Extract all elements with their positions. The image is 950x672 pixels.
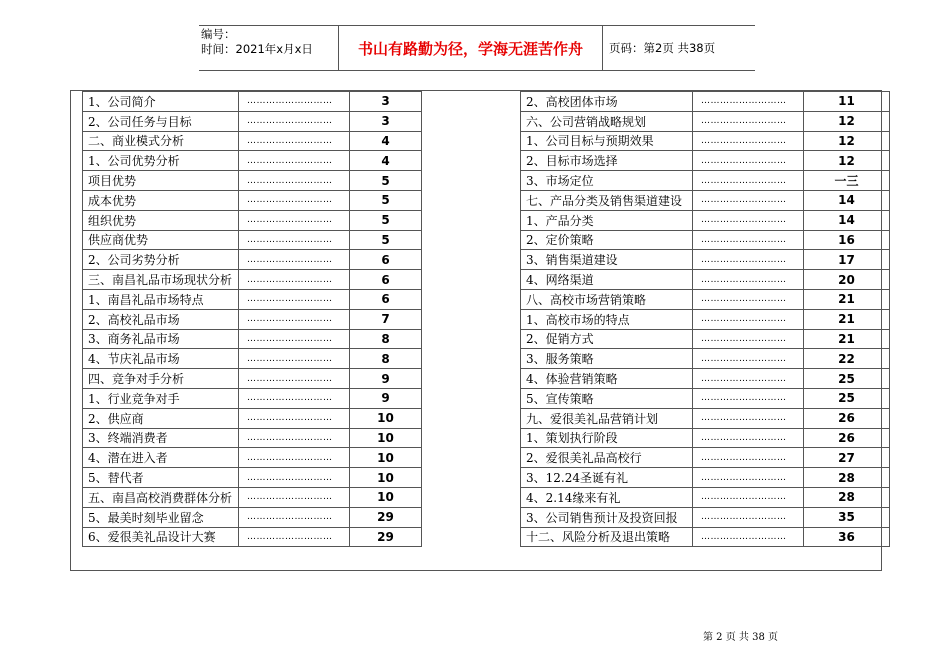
toc-dot-leader: ……………………… [693, 289, 804, 309]
toc-dot-leader: ……………………… [239, 527, 350, 547]
toc-entry-title: 3、商务礼品市场 [83, 329, 239, 349]
toc-entry-title: 3、服务策略 [521, 349, 693, 369]
toc-page-number: 10 [350, 448, 422, 468]
toc-page-number: 6 [350, 289, 422, 309]
header-number-label: 编号： [201, 27, 236, 41]
toc-row [521, 527, 890, 547]
toc-dot-leader: ……………………… [239, 428, 350, 448]
toc-row [521, 507, 890, 527]
toc-page-number: 12 [804, 131, 890, 151]
toc-page-number: 26 [804, 428, 890, 448]
toc-entry-title: 3、终端消费者 [83, 428, 239, 448]
toc-dot-leader: ……………………… [239, 369, 350, 389]
toc-row [83, 151, 422, 171]
toc-entry-title: 5、替代者 [83, 468, 239, 488]
toc-row [83, 408, 422, 428]
toc-dot-leader: ……………………… [693, 349, 804, 369]
toc-row [83, 230, 422, 250]
toc-page-number: 21 [804, 329, 890, 349]
toc-page-number: 一三 [804, 171, 890, 191]
toc-dot-leader: ……………………… [239, 329, 350, 349]
toc-row [83, 92, 422, 112]
toc-dot-leader: ……………………… [239, 487, 350, 507]
toc-dot-leader: ……………………… [693, 270, 804, 290]
toc-entry-title: 成本优势 [83, 190, 239, 210]
toc-dot-leader: ……………………… [239, 151, 350, 171]
toc-entry-title: 2、公司任务与目标 [83, 111, 239, 131]
toc-entry-title: 1、产品分类 [521, 210, 693, 230]
toc-row [83, 428, 422, 448]
toc-row [83, 468, 422, 488]
header-info [199, 26, 339, 70]
toc-entry-title: 4、体验营销策略 [521, 369, 693, 389]
toc-page-number: 36 [804, 527, 890, 547]
toc-entry-title: 3、12.24圣诞有礼 [521, 468, 693, 488]
toc-dot-leader: ……………………… [239, 349, 350, 369]
toc-dot-leader: ……………………… [239, 190, 350, 210]
toc-row [83, 309, 422, 329]
toc-dot-leader: ……………………… [239, 448, 350, 468]
toc-dot-leader: ……………………… [693, 92, 804, 112]
toc-page-number: 26 [804, 408, 890, 428]
toc-row [521, 408, 890, 428]
toc-page-number: 21 [804, 309, 890, 329]
toc-entry-title: 4、网络渠道 [521, 270, 693, 290]
toc-entry-title: 5、最美时刻毕业留念 [83, 507, 239, 527]
toc-row [83, 190, 422, 210]
toc-table-left [82, 91, 422, 547]
toc-table-right [520, 91, 890, 547]
toc-dot-leader: ……………………… [239, 111, 350, 131]
toc-row [521, 131, 890, 151]
toc-dot-leader: ……………………… [239, 270, 350, 290]
toc-dot-leader: ……………………… [693, 507, 804, 527]
toc-row [521, 309, 890, 329]
toc-row [521, 487, 890, 507]
toc-page-number: 4 [350, 151, 422, 171]
toc-dot-leader: ……………………… [693, 230, 804, 250]
toc-page-number: 28 [804, 487, 890, 507]
toc-page-number: 16 [804, 230, 890, 250]
toc-dot-leader: ……………………… [239, 210, 350, 230]
toc-entry-title: 1、策划执行阶段 [521, 428, 693, 448]
toc-dot-leader: ……………………… [693, 448, 804, 468]
toc-page-number: 29 [350, 527, 422, 547]
toc-page-number: 25 [804, 369, 890, 389]
toc-row [83, 527, 422, 547]
toc-dot-leader: ……………………… [693, 487, 804, 507]
toc-dot-leader: ……………………… [693, 428, 804, 448]
toc-row [521, 171, 890, 191]
toc-entry-title: 项目优势 [83, 171, 239, 191]
toc-page-number: 10 [350, 408, 422, 428]
toc-entry-title: 2、高校团体市场 [521, 92, 693, 112]
toc-row [83, 349, 422, 369]
toc-dot-leader: ……………………… [693, 250, 804, 270]
toc-entry-title: 二、商业模式分析 [83, 131, 239, 151]
toc-entry-title: 十二、风险分析及退出策略 [521, 527, 693, 547]
toc-dot-leader: ……………………… [693, 309, 804, 329]
toc-page-number: 17 [804, 250, 890, 270]
toc-dot-leader: ……………………… [693, 329, 804, 349]
toc-entry-title: 5、宣传策略 [521, 388, 693, 408]
toc-entry-title: 三、南昌礼品市场现状分析 [83, 270, 239, 290]
toc-entry-title: 八、高校市场营销策略 [521, 289, 693, 309]
toc-dot-leader: ……………………… [239, 230, 350, 250]
toc-entry-title: 1、公司优势分析 [83, 151, 239, 171]
toc-row [521, 369, 890, 389]
toc-page-number: 8 [350, 329, 422, 349]
toc-page-number: 3 [350, 92, 422, 112]
toc-page-number: 14 [804, 190, 890, 210]
toc-page-number: 10 [350, 468, 422, 488]
toc-row [521, 270, 890, 290]
toc-dot-leader: ……………………… [239, 388, 350, 408]
toc-entry-title: 2、目标市场选择 [521, 151, 693, 171]
toc-entry-title: 1、公司简介 [83, 92, 239, 112]
toc-page-number: 4 [350, 131, 422, 151]
toc-page-number: 12 [804, 151, 890, 171]
toc-row [83, 250, 422, 270]
toc-page-number: 14 [804, 210, 890, 230]
toc-row [521, 210, 890, 230]
toc-row [83, 507, 422, 527]
toc-dot-leader: ……………………… [693, 151, 804, 171]
toc-entry-title: 4、节庆礼品市场 [83, 349, 239, 369]
toc-row [83, 329, 422, 349]
toc-row [521, 468, 890, 488]
toc-entry-title: 6、爱很美礼品设计大赛 [83, 527, 239, 547]
toc-row [83, 369, 422, 389]
toc-page-number: 9 [350, 369, 422, 389]
page-header [199, 25, 755, 71]
toc-page-number: 11 [804, 92, 890, 112]
toc-row [521, 111, 890, 131]
toc-entry-title: 四、竞争对手分析 [83, 369, 239, 389]
toc-entry-title: 4、潜在进入者 [83, 448, 239, 468]
toc-entry-title: 2、促销方式 [521, 329, 693, 349]
toc-dot-leader: ……………………… [693, 171, 804, 191]
toc-page-number: 5 [350, 230, 422, 250]
toc-dot-leader: ……………………… [693, 408, 804, 428]
toc-row [83, 210, 422, 230]
toc-row [521, 250, 890, 270]
toc-entry-title: 2、高校礼品市场 [83, 309, 239, 329]
toc-entry-title: 五、南昌高校消费群体分析 [83, 487, 239, 507]
toc-page-number: 10 [350, 428, 422, 448]
toc-dot-leader: ……………………… [239, 171, 350, 191]
toc-dot-leader: ……………………… [239, 131, 350, 151]
toc-row [83, 487, 422, 507]
toc-dot-leader: ……………………… [239, 92, 350, 112]
header-page-label: 页码：第2页 共38页 [609, 41, 716, 55]
toc-page-number: 5 [350, 190, 422, 210]
toc-dot-leader: ……………………… [693, 210, 804, 230]
toc-dot-leader: ……………………… [693, 468, 804, 488]
toc-row [521, 289, 890, 309]
toc-page-number: 10 [350, 487, 422, 507]
toc-page-number: 6 [350, 270, 422, 290]
toc-row [521, 92, 890, 112]
toc-page-number: 3 [350, 111, 422, 131]
toc-row [521, 388, 890, 408]
toc-row [521, 448, 890, 468]
toc-page-number: 29 [350, 507, 422, 527]
toc-dot-leader: ……………………… [693, 190, 804, 210]
toc-entry-title: 1、公司目标与预期效果 [521, 131, 693, 151]
toc-entry-title: 4、2.14缘来有礼 [521, 487, 693, 507]
toc-dot-leader: ……………………… [693, 111, 804, 131]
toc-dot-leader: ……………………… [693, 369, 804, 389]
toc-dot-leader: ……………………… [239, 408, 350, 428]
toc-row [521, 151, 890, 171]
toc-entry-title: 2、爱很美礼品高校行 [521, 448, 693, 468]
toc-row [521, 428, 890, 448]
toc-dot-leader: ……………………… [239, 250, 350, 270]
toc-row [521, 329, 890, 349]
toc-entry-title: 九、爱很美礼品营销计划 [521, 408, 693, 428]
toc-entry-title: 六、公司营销战略规划 [521, 111, 693, 131]
toc-page-number: 6 [350, 250, 422, 270]
toc-dot-leader: ……………………… [693, 388, 804, 408]
toc-page-number: 20 [804, 270, 890, 290]
toc-row [83, 171, 422, 191]
toc-dot-leader: ……………………… [239, 468, 350, 488]
toc-entry-title: 供应商优势 [83, 230, 239, 250]
toc-entry-title: 1、行业竞争对手 [83, 388, 239, 408]
toc-page-number: 9 [350, 388, 422, 408]
toc-entry-title: 1、南昌礼品市场特点 [83, 289, 239, 309]
toc-page-number: 5 [350, 171, 422, 191]
toc-entry-title: 3、销售渠道建设 [521, 250, 693, 270]
toc-entry-title: 七、产品分类及销售渠道建设 [521, 190, 693, 210]
toc-dot-leader: ……………………… [239, 309, 350, 329]
toc-row [83, 270, 422, 290]
toc-page-number: 21 [804, 289, 890, 309]
header-slogan: 书山有路勤为径，学海无涯苦作舟 [339, 26, 603, 70]
toc-page-number: 27 [804, 448, 890, 468]
toc-entry-title: 2、供应商 [83, 408, 239, 428]
page-footer: 第 2 页 共 38 页 [703, 632, 778, 643]
toc-page-number: 8 [350, 349, 422, 369]
toc-entry-title: 2、公司劣势分析 [83, 250, 239, 270]
toc-entry-title: 组织优势 [83, 210, 239, 230]
toc-page-number: 35 [804, 507, 890, 527]
toc-page-number: 7 [350, 309, 422, 329]
toc-row [83, 131, 422, 151]
toc-row [83, 388, 422, 408]
toc-row [521, 349, 890, 369]
header-time-label: 时间：2021年x月x日 [201, 42, 313, 56]
toc-dot-leader: ……………………… [693, 131, 804, 151]
toc-row [83, 111, 422, 131]
toc-dot-leader: ……………………… [239, 289, 350, 309]
toc-row [83, 448, 422, 468]
toc-row [521, 190, 890, 210]
toc-page-number: 12 [804, 111, 890, 131]
toc-page-number: 5 [350, 210, 422, 230]
toc-entry-title: 2、定价策略 [521, 230, 693, 250]
toc-page-number: 22 [804, 349, 890, 369]
toc-row [521, 230, 890, 250]
toc-entry-title: 3、市场定位 [521, 171, 693, 191]
toc-row [83, 289, 422, 309]
toc-page-number: 28 [804, 468, 890, 488]
toc-dot-leader: ……………………… [239, 507, 350, 527]
toc-dot-leader: ……………………… [693, 527, 804, 547]
toc-entry-title: 3、公司销售预计及投资回报 [521, 507, 693, 527]
toc-entry-title: 1、高校市场的特点 [521, 309, 693, 329]
toc-page-number: 25 [804, 388, 890, 408]
